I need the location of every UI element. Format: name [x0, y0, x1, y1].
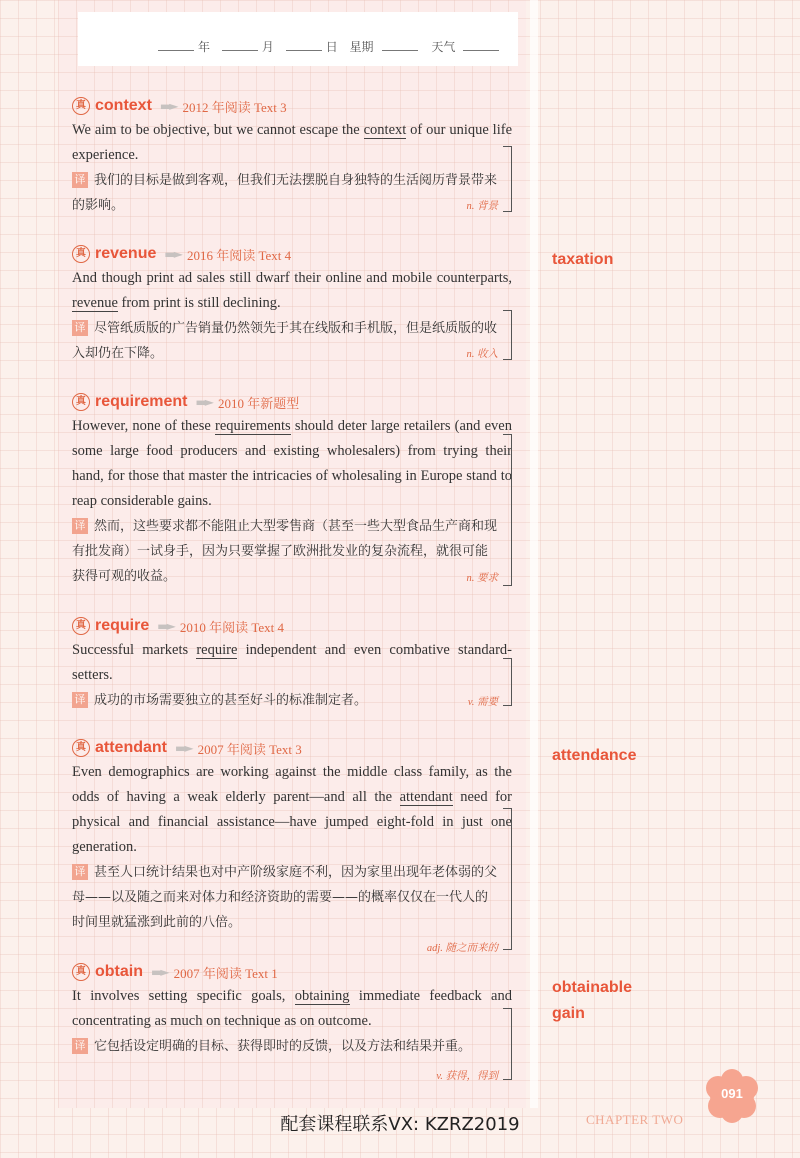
source-label: 2007 年阅读 Text 3 — [197, 741, 302, 757]
weather-blank[interactable] — [463, 40, 499, 51]
source-label: 2012 年阅读 Text 3 — [182, 99, 287, 115]
bracket-line — [503, 658, 512, 706]
keyword-underline: attendant — [399, 789, 453, 805]
month-blank[interactable] — [222, 40, 258, 51]
translation-icon: 译 — [72, 172, 88, 188]
footer-note: 配套课程联系VX: KZRZ2019 — [280, 1114, 520, 1135]
source-label: 2007 年阅读 Text 1 — [173, 965, 278, 981]
date-line — [156, 38, 501, 55]
related-word-obtainable: obtainable — [552, 979, 633, 996]
keyword-underline: require — [196, 642, 238, 658]
example-sentence: However, none of these requirements should deter large retailers (and even some large food producers and existing wholesalers) from trying their hand, for those that master the intricacies of wholesaling in Europe stand to reap considerable gains. — [72, 418, 512, 509]
arrow-icon: ▬► — [151, 965, 168, 979]
translation: 译 我们的目标是做到客观，但我们无法摆脱自身独特的生活阅历背景带来的影响。 — [72, 173, 498, 213]
bracket-line — [503, 434, 512, 586]
arrow-icon: ▬► — [157, 619, 174, 633]
headword: revenue — [95, 245, 157, 262]
vocab-entry — [72, 390, 512, 589]
exam-badge-icon: 真 — [72, 963, 90, 981]
entry-header — [72, 614, 512, 638]
exam-badge-icon: 真 — [72, 393, 90, 411]
headword: requirement — [95, 393, 188, 410]
bracket-line — [503, 1008, 512, 1080]
year-label: 年 — [198, 40, 211, 54]
translation-icon: 译 — [72, 864, 88, 880]
entry-header — [72, 390, 512, 414]
day-blank[interactable] — [286, 40, 322, 51]
entry-header — [72, 94, 512, 118]
example-sentence: It involves setting specific goals, obtaining immediate feedback and concentrating as much on technique as on outcome. — [72, 988, 512, 1029]
related-word-attendance: attendance — [552, 747, 637, 764]
day-label: 日 — [325, 40, 338, 54]
part-of-speech-note: n. 背景 — [466, 201, 498, 212]
part-of-speech-note: adj. 随之而来的 — [426, 943, 498, 954]
entry-header — [72, 960, 512, 984]
headword: obtain — [95, 963, 143, 980]
arrow-icon: ▬► — [175, 741, 192, 755]
headword: attendant — [95, 739, 167, 756]
bracket-line — [503, 310, 512, 360]
column-divider — [530, 0, 538, 1108]
source-label: 2016 年阅读 Text 4 — [186, 247, 292, 263]
weekday-label: 星期 — [349, 40, 374, 54]
vocab-entry — [72, 94, 512, 218]
page-number: 091 — [721, 1086, 743, 1101]
vocab-entry — [72, 614, 512, 713]
entry-header — [72, 736, 512, 760]
arrow-icon: ▬► — [195, 395, 213, 409]
source-label: 2010 年阅读 Text 4 — [179, 619, 284, 635]
translation: 译 成功的市场需要独立的甚至好斗的标准制定者。 — [72, 688, 512, 713]
entry-header — [72, 242, 512, 266]
arrow-icon: ▬► — [164, 247, 181, 261]
chapter-label: CHAPTER TWO — [586, 1112, 684, 1127]
headword: context — [95, 97, 152, 114]
bracket-line — [503, 808, 512, 950]
example-sentence: And though print ad sales still dwarf their online and mobile counterparts, revenue from print is still declining. — [72, 270, 512, 311]
month-label: 月 — [261, 40, 274, 54]
translation-icon: 译 — [72, 692, 88, 708]
year-blank[interactable] — [158, 40, 194, 51]
weather-label: 天气 — [431, 40, 456, 54]
example-sentence: Even demographics are working against the middle class family, as the odds of having a weak elderly parent—and all the attendant need for physical and financial assistance—have jumped eight-fold in just one generation. — [72, 764, 513, 855]
exam-badge-icon: 真 — [72, 617, 90, 635]
translation-icon: 译 — [72, 320, 88, 336]
example-sentence: We aim to be objective, but we cannot escape the context of our unique life experience. — [72, 122, 513, 163]
weekday-blank[interactable] — [382, 40, 418, 51]
keyword-underline: requirements — [214, 418, 291, 434]
bracket-line — [503, 146, 512, 212]
exam-badge-icon: 真 — [72, 739, 90, 757]
source-label: 2010 年新题型 — [218, 395, 300, 411]
translation: 译 然而，这些要求都不能阻止大型零售商（甚至一些大型食品生产商和现有批发商）一试身手，因为只要掌握了欧洲批发业的复杂流程，就很可能获得可观的收益。 — [72, 519, 498, 584]
translation-icon: 译 — [72, 1038, 88, 1054]
keyword-underline: revenue — [72, 295, 118, 311]
vocab-entry — [72, 736, 513, 954]
translation: 译 甚至人口统计结果也对中产阶级家庭不利，因为家里出现年老体弱的父母——以及随之而来对体力和经济资助的需要——的概率仅仅在一代人的时间里就猛涨到此前的八倍。 — [72, 865, 498, 930]
arrow-icon: ▬► — [159, 99, 177, 113]
example-sentence: Successful markets require independent and even combative standard-setters. — [72, 642, 512, 683]
translation-icon: 译 — [72, 518, 88, 534]
keyword-underline: obtaining — [294, 988, 350, 1004]
related-word-gain: gain — [552, 1005, 585, 1022]
headword: require — [95, 617, 150, 634]
part-of-speech-note: v. 获得，得到 — [436, 1071, 498, 1082]
translation: 译 它包括设定明确的目标、获得即时的反馈，以及方法和结果并重。 — [72, 1034, 512, 1059]
part-of-speech-note: v. 需要 — [467, 697, 498, 708]
exam-badge-icon: 真 — [72, 97, 90, 115]
keyword-underline: context — [363, 122, 407, 138]
vocab-entry — [72, 242, 512, 366]
vocab-entry — [72, 960, 512, 1082]
part-of-speech-note: n. 要求 — [466, 573, 498, 584]
related-word-taxation: taxation — [552, 251, 614, 268]
exam-badge-icon: 真 — [72, 245, 90, 263]
translation: 译 尽管纸质版的广告销量仍然领先于其在线版和手机版，但是纸质版的收入却仍在下降。 — [72, 321, 498, 361]
part-of-speech-note: n. 收入 — [466, 349, 498, 360]
